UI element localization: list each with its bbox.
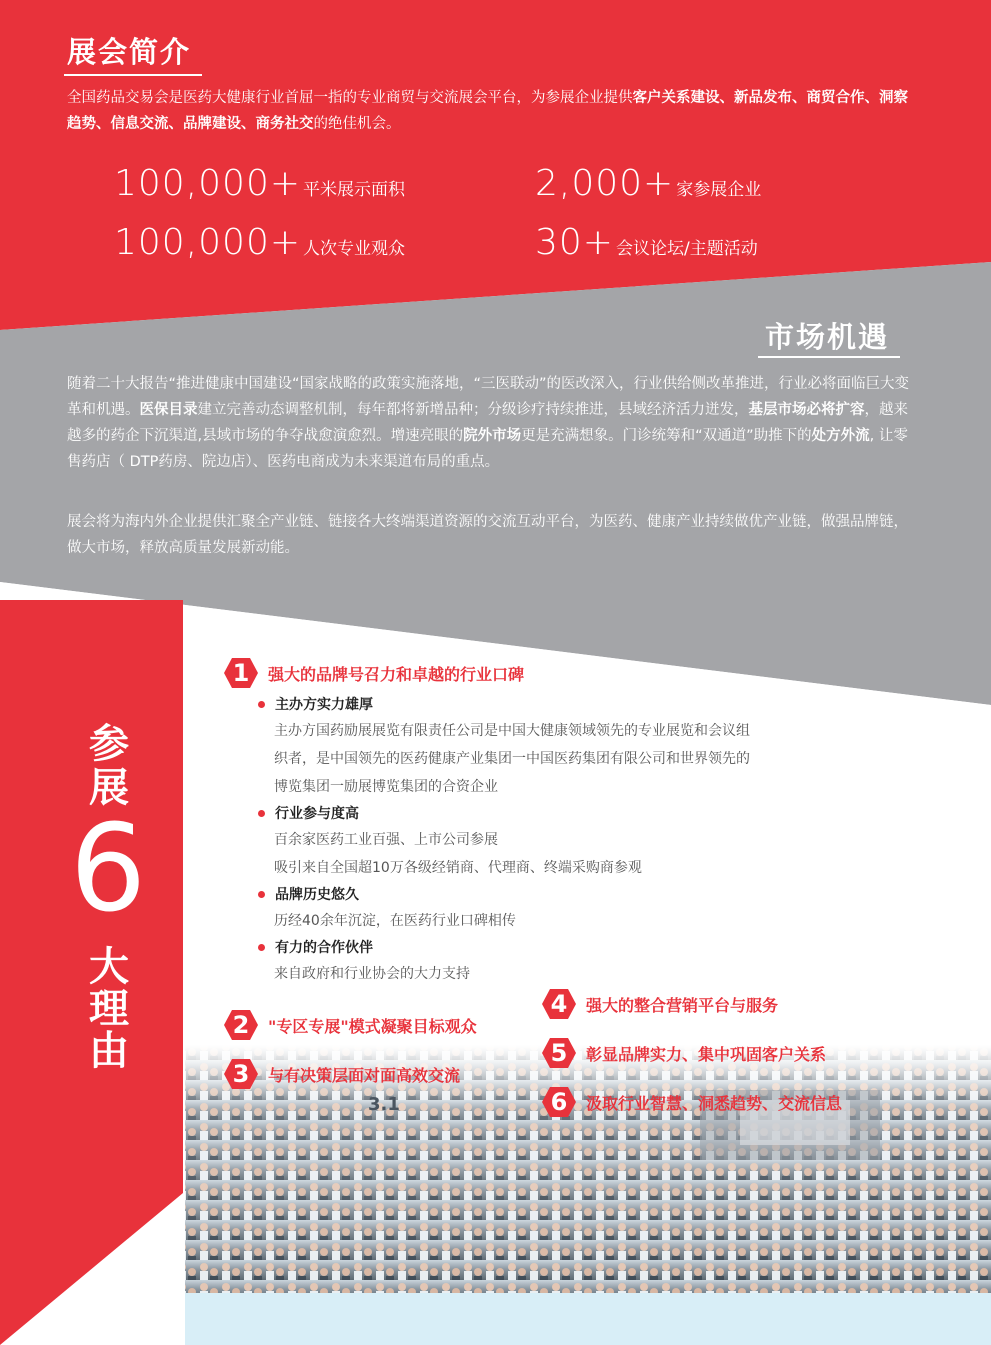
reason-title: "专区专展"模式凝聚目标观众 xyxy=(268,1016,477,1036)
stat-item xyxy=(114,222,405,263)
paragraph-text: 更是充满想象。门诊统筹和“双通道”助推下的 xyxy=(521,428,812,444)
side-char: 参 xyxy=(89,721,129,767)
reason-title: 强大的整合营销平台与服务 xyxy=(586,995,779,1015)
intro-paragraph xyxy=(67,85,917,137)
paragraph-text: 的绝佳机会。 xyxy=(313,116,401,132)
stat-label: 家参展企业 xyxy=(676,180,762,200)
sub-heading: 主办方实力雄厚 xyxy=(258,694,858,714)
intro-title-underline xyxy=(64,74,202,76)
stat-label: 会议论坛/主题活动 xyxy=(615,239,758,259)
reason-1-details xyxy=(258,694,858,988)
paragraph-text: 全国药品交易会是医药大健康行业首屈一指的专业商贸与交流展会平台，为参展企业提供 xyxy=(67,90,633,106)
number-badge-icon: 2 xyxy=(224,1009,258,1041)
sub-description: 历经40余年沉淀，在医药行业口碑相传 xyxy=(274,913,516,929)
number-badge-icon: 4 xyxy=(542,988,576,1020)
reason-2 xyxy=(224,1009,477,1041)
market-paragraph-2: 展会将为海内外企业提供汇聚全产业链、链接各大终端渠道资源的交流互动平台，为医药、健康产业持续做优产业链，做强品牌链，做大市场，释放高质量发展新动能。 xyxy=(67,514,908,556)
bullet-dot-icon xyxy=(258,891,265,898)
emphasis-text: 处方外流 xyxy=(811,428,870,444)
market-title: 市场机遇 xyxy=(765,320,890,354)
stat-label: 人次专业观众 xyxy=(303,239,406,259)
stat-area-1 xyxy=(114,163,405,204)
paragraph-text: 随着二十大报告“推进健康中国建设“国家战略的政策实施落地，“三医联动”的医改深入，行业供给侧改革推进，行业必将面临巨大变革和机遇。 xyxy=(67,376,910,418)
side-title-bottom xyxy=(64,946,154,1072)
emphasis-text: 基层市场必将扩容 xyxy=(748,402,865,418)
bullet-dot-icon xyxy=(258,944,265,951)
stat-label: 平米展示面积 xyxy=(303,180,406,200)
hall-sign: 3.1 xyxy=(368,1094,400,1115)
paragraph-text: 建立完善动态调整机制，每年都将新增品种；分级诊疗持续推进，县域经济活力迸发， xyxy=(197,402,749,418)
sub-description: 来自政府和行业协会的大力支持 xyxy=(274,966,470,982)
emphasis-text: 医保目录 xyxy=(139,402,198,418)
stat-item xyxy=(114,163,405,204)
sub-description: 主办方国药励展展览有限责任公司是中国大健康领域领先的专业展览和会议组 织者，是中国领先的医药健康产业集团一中国医药集团有限公司和世界领先的 博览集团一励展博览集团的合资企业 xyxy=(274,723,750,795)
sub-heading: 行业参与度高 xyxy=(258,803,858,823)
stat-number: 2,000+ xyxy=(535,163,675,204)
sub-description: 百余家医药工业百强、上市公司参展 吸引来自全国超10万各级经销商、代理商、终端采购商参观 xyxy=(274,832,642,876)
market-paragraph-1 xyxy=(67,371,917,475)
side-char: 理 xyxy=(89,986,129,1032)
side-title-top xyxy=(64,722,154,810)
side-char: 大 xyxy=(89,944,129,990)
reason-3 xyxy=(224,1058,460,1090)
emphasis-text: 客户关系建设、新品发布、商贸合作、洞察趋势、信息交流、品牌建设、商务社交 xyxy=(67,90,908,132)
number-badge-icon: 3 xyxy=(224,1058,258,1090)
stat-number: 30+ xyxy=(535,222,614,263)
stat-visitors xyxy=(114,222,405,263)
number-badge-icon: 1 xyxy=(224,657,258,689)
reason-5 xyxy=(542,1037,826,1069)
reason-6 xyxy=(542,1086,842,1118)
reason-title: 彰显品牌实力、集中巩固客户关系 xyxy=(586,1044,827,1064)
stat-item xyxy=(535,163,761,204)
stat-number: 100,000+ xyxy=(114,163,302,204)
bullet-dot-icon xyxy=(258,810,265,817)
side-title-six: 6 xyxy=(69,800,147,939)
number-badge-icon: 6 xyxy=(542,1086,576,1118)
reason-1 xyxy=(224,657,524,689)
stat-number: 100,000+ xyxy=(114,222,302,263)
stat-exhibitors xyxy=(535,163,761,204)
market-title-underline xyxy=(758,356,900,358)
bullet-dot-icon xyxy=(258,701,265,708)
stat-item xyxy=(535,222,758,263)
stat-forums xyxy=(535,222,758,263)
emphasis-text: 院外市场 xyxy=(463,428,522,444)
reason-title: 与有决策层面对面高效交流 xyxy=(268,1065,461,1085)
intro-title: 展会简介 xyxy=(67,35,192,69)
sub-heading: 品牌历史悠久 xyxy=(258,884,858,904)
side-char: 由 xyxy=(89,1028,129,1074)
number-badge-icon: 5 xyxy=(542,1037,576,1069)
reason-4 xyxy=(542,988,778,1020)
paragraph-text: ，越来越多的药企下沉渠道,县域市场的争夺战愈演愈烈。增速亮眼的 xyxy=(67,402,908,444)
sub-heading: 有力的合作伙伴 xyxy=(258,937,858,957)
paragraph-text: , 让零售药店（ DTP药房、院边店）、医药电商成为未来渠道布局的重点。 xyxy=(67,428,908,470)
reason-title: 强大的品牌号召力和卓越的行业口碑 xyxy=(268,664,525,684)
side-char: 展 xyxy=(89,765,129,811)
reason-title: 汲取行业智慧、洞悉趋势、交流信息 xyxy=(586,1093,843,1113)
